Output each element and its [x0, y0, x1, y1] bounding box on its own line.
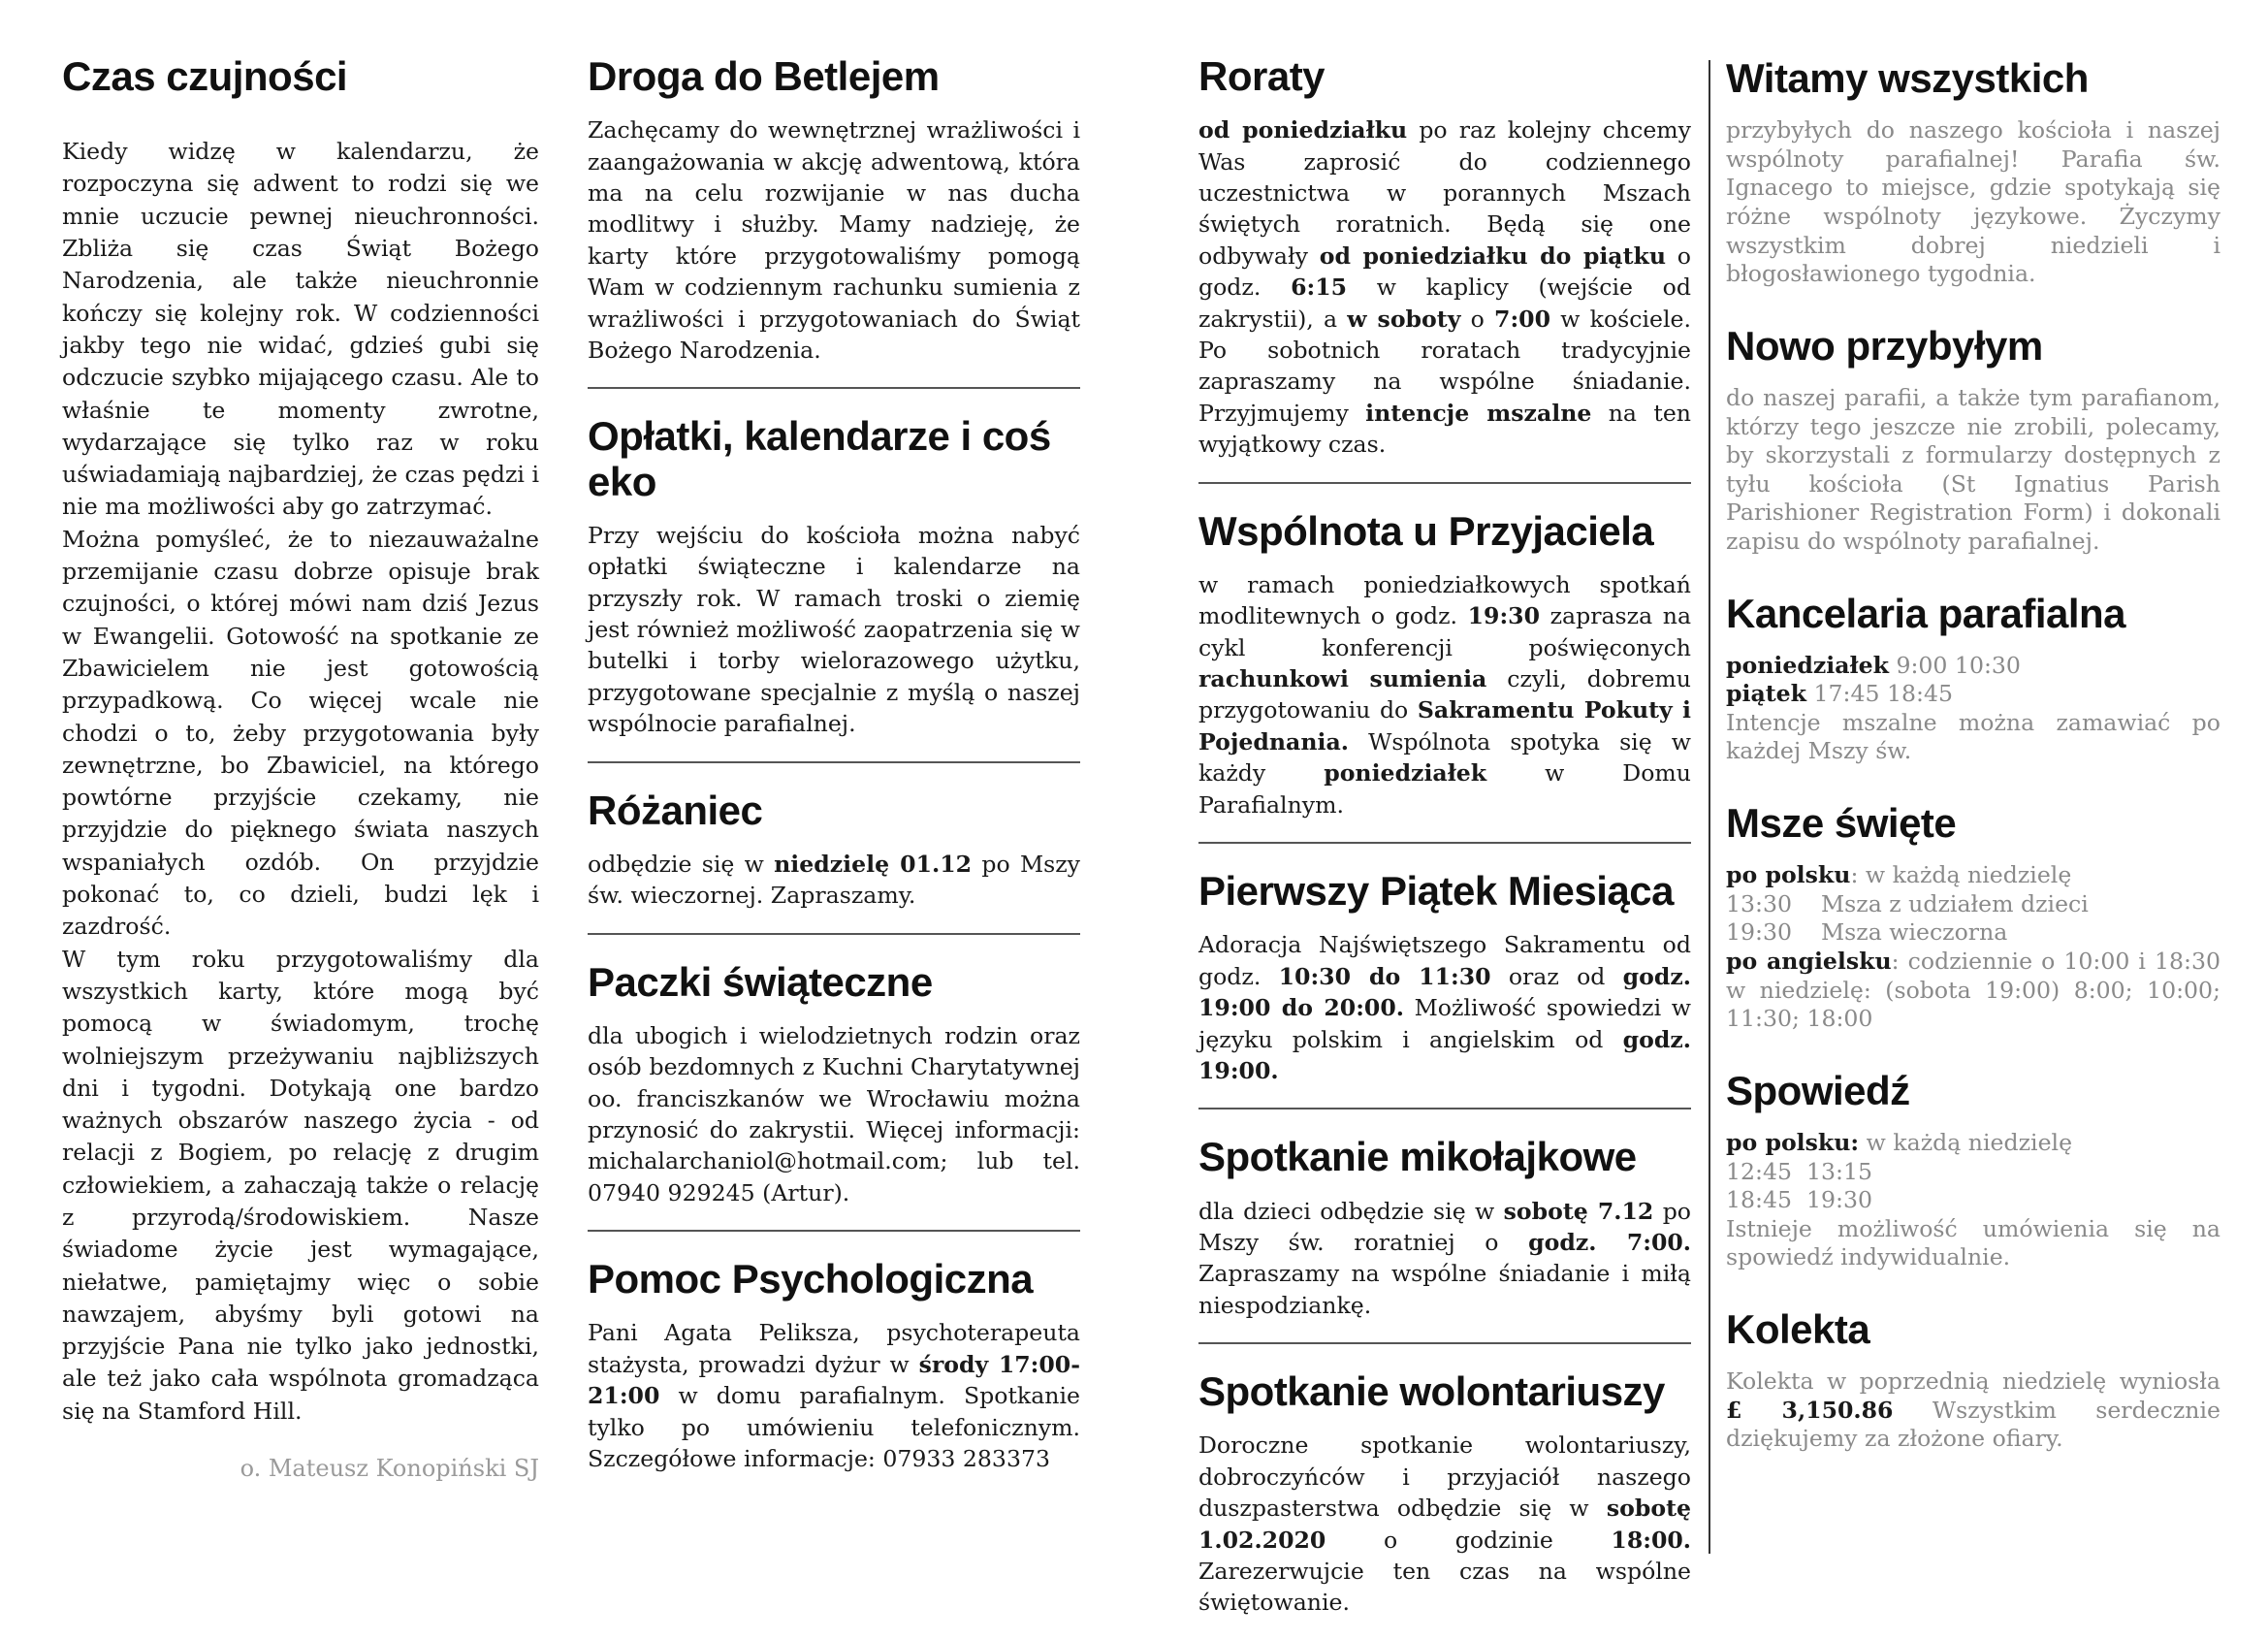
office-note: Intencje mszalne można zamawiać po każdej Mszy św. [1726, 708, 2220, 765]
section-title: Msze święte [1726, 800, 1957, 847]
section-rule [1198, 1108, 1691, 1109]
section-rule [588, 1230, 1080, 1232]
text-run: po Mszy św. wieczornej. Zapraszamy. [588, 850, 1080, 910]
text-run: Wszystkim serdecznie dziękujemy za złożone ofiary. [1726, 1396, 2221, 1453]
text-bold: rachunkowi sumienia [1198, 665, 1487, 693]
section-title: Spotkanie mikołajkowe [1198, 1134, 1637, 1180]
text-bold: 10:30 do 11:30 [1278, 962, 1491, 990]
text-run: na ten wyjątkowy czas. [1198, 399, 1691, 459]
text-run: o godz. [1198, 241, 1691, 302]
text-bold: 18:00. [1611, 1526, 1691, 1554]
text-bold: w soboty [1347, 305, 1461, 333]
text-run: w kościele. Po sobotnich roratach tradycyjnie zapraszamy na wspólne śniadanie. Przyjmujemy [1198, 305, 1691, 427]
section-rule [588, 387, 1080, 389]
section-rule [1198, 1342, 1691, 1344]
editorial-paragraph-3: W tym roku przygotowaliśmy dla wszystkich karty, które mogą być pomocą w świadomym, trochę wolniejszym przeżywaniu najbliższych dni i tygodni. Dotykają one bardzo ważnych obszarów naszego życia - od relacji z Bogiem, po relację z drugim człowiekiem, a zahaczają także o relację z przyrodą/środowiskiem. Nasze świadome życie jest wymagające, niełatwe, pamiętajmy więc o sobie nawzajem, abyśmy byli gotowi na przyjście Pana nie tylko jako jednostki, ale też jako cała wspólnota gromadząca się na Stamford Hill. [62, 945, 539, 1425]
section-text [588, 849, 1080, 912]
text-run: w ramach poniedziałkowych spotkań modlitewnych o godz. [1198, 570, 1691, 630]
text-run: po Mszy św. roratniej o [1198, 1197, 1692, 1256]
text-run: po raz kolejny chcemy Was zaprosić do codziennego uczestnictwa w porannych Mszach świętych roratnich. Będą się one odbywały [1198, 116, 1691, 270]
column-announcements-1 [588, 43, 1080, 1496]
section-text [1198, 1430, 1691, 1618]
section-title: Droga do Betlejem [588, 53, 940, 99]
confession-note: Istnieje możliwość umówienia się na spowiedź indywidualnie. [1726, 1214, 2220, 1271]
section-title: Paczki świąteczne [588, 958, 933, 1005]
section-wspolnota [1198, 509, 1691, 842]
section-title: Spotkanie wolontariuszy [1198, 1368, 1665, 1415]
language-label: po polsku: [1726, 1129, 1860, 1156]
section-title: Pierwszy Piątek Miesiąca [1198, 868, 1674, 915]
section-text [1726, 1367, 2220, 1454]
text-run: czyli, dobremu przygotowaniu do [1198, 665, 1691, 724]
text-run: Pani Agata Peliksza, psychoterapeuta stażysta, prowadzi dyżur w [588, 1319, 1080, 1378]
language-label: po angielsku [1726, 948, 1892, 976]
hours-value: 9:00 10:30 [1888, 651, 2021, 679]
text-run: Doroczne spotkanie wolontariuszy, dobroczyńców i przyjaciół naszego duszpasterstwa odbędzie się w [1198, 1431, 1691, 1523]
section-droga-do-betlejem [588, 54, 1080, 387]
text-run: w domu parafialnym. Spotkanie tylko po umówieniu telefonicznym. Szczegółowe informacje: 07933 283373 [588, 1382, 1080, 1473]
section-oplatki [588, 414, 1080, 760]
text-run: odbędzie się w [588, 850, 775, 878]
section-text [1198, 1196, 1691, 1322]
section-rozaniec [588, 788, 1080, 933]
editorial-paragraph-2: Można pomyśleć, że to niezauważalne przemijanie czasu dobrze opisuje brak czujności, o której mówi nam dziś Jezus w Ewangelii. Gotowość na spotkanie ze Zbawicielem nie jest gotowością przypadkową. Co więcej wcale nie chodzi o to, żeby przygotowania były zewnętrzne, bo Zbawiciel, na którego powtórne przyjście czekamy, nie przyjdzie do pięknego świata naszych wspaniałych ozdób. On przyjdzie pokonać to, co dzieli, budzi lęk i zazdrość. [62, 525, 539, 941]
date-highlight: niedzielę 01.12 [774, 850, 973, 878]
editorial-signature: o. Mateusz Konopiński SJ [240, 1455, 539, 1483]
text-bold: od poniedziałku do piątku [1319, 241, 1666, 270]
section-rule [1198, 842, 1691, 844]
column-editorial [62, 43, 539, 1482]
text-bold: 19:30 [1467, 602, 1541, 630]
section-title: Roraty [1198, 53, 1326, 99]
text-bold: poniedziałek [1324, 759, 1487, 788]
section-msze [1726, 801, 2220, 1055]
section-text: dla ubogich i wielodzietnych rodzin oraz osób bezdomnych z Kuchni Charytatywnej oo. franciszkanów we Wrocławiu można przynosić do zakrystii. Więcej informacji: michalarchaniol@hotmail.com; lub tel. 07940 929245 (Artur). [588, 1021, 1080, 1206]
text-run: Kolekta w poprzednią niedzielę wyniosła [1726, 1367, 2220, 1396]
section-kolekta [1726, 1307, 2220, 1475]
section-text [1198, 929, 1691, 1086]
editorial-paragraph-1: Kiedy widzę w kalendarzu, że rozpoczyna się adwent to rodzi się we mnie uczucie pewnej nieuchronności. Zbliża się czas Świąt Bożego Narodzenia, ale także nieuchronnie kończy się kolejny rok. W codzienności jakby tego nie widać, gdzieś gubi się odczucie szybko mijającego czasu. Ale to właśnie te momenty zwrotne, wydarzające się tylko raz w roku uświadamiają najbardziej, że czas pędzi i nie ma możliwości aby go zatrzymać. [62, 138, 539, 521]
text-bold: 6:15 [1291, 273, 1348, 302]
section-witamy [1726, 56, 2220, 310]
section-title: Witamy wszystkich [1726, 55, 2089, 101]
confession-time-row: 18:45 19:30 [1726, 1186, 1872, 1214]
language-label: po polsku [1726, 861, 1851, 889]
column-divider [1709, 60, 1710, 1554]
section-title-czas-czujnosci: Czas czujności [62, 53, 348, 99]
confession-polish [1726, 1129, 2220, 1158]
mass-english [1726, 948, 2220, 1034]
office-hours-friday [1726, 680, 2220, 709]
day-label: poniedziałek [1726, 651, 1889, 679]
day-label: piątek [1726, 680, 1807, 708]
text-run: w kaplicy (wejście od zakrystii), a [1198, 273, 1691, 333]
section-text [1198, 114, 1691, 460]
confession-time-row: 12:45 13:15 [1726, 1157, 1872, 1185]
text-bold: Sakramentu Pokuty i Pojednania. [1198, 696, 1691, 756]
section-roraty [1198, 54, 1691, 482]
text-run: o [1460, 305, 1495, 333]
section-title: Wspólnota u Przyjaciela [1198, 507, 1654, 554]
hours-value: 17:45 18:45 [1806, 680, 1954, 708]
section-title: Różaniec [588, 787, 763, 833]
column-parish-info [1726, 43, 2220, 1475]
text-bold: godz. 7:00. [1528, 1228, 1691, 1256]
section-rule [588, 761, 1080, 763]
mass-polish [1726, 861, 2220, 890]
text-bold: od poniedziałku [1198, 116, 1408, 145]
text-run: : codziennie o 10:00 i 18:30 w niedzielę: (sobota 19:00) 8:00; 10:00; 11:30; 18:00 [1726, 948, 2221, 1033]
section-mikolajki [1198, 1135, 1691, 1342]
section-pomoc-psychologiczna [588, 1257, 1080, 1495]
text-run: Zarezerwujcie ten czas na wspólne świętowanie. [1198, 1557, 1691, 1617]
mass-time-row: 13:30 Msza z udziałem dzieci [1726, 889, 2089, 917]
section-text: Zachęcamy do wewnętrznej wrażliwości i zaangażowania w akcję adwentową, która ma na celu rozwijanie w nas ducha modlitwy i służby. Mamy nadzieję, że karty które przygotowaliśmy pomogą Wam w codziennym rachunku sumienia z wrażliwości i przygotowaniach do Świąt Bożego Narodzenia. [588, 116, 1080, 365]
section-text: Przy wejściu do kościoła można nabyć opłatki świąteczne i kalendarze na przyszły rok. W ramach troski o ziemię jest również możliwość zaopatrzenia się w butelki i torby wielorazowego użytku, przygotowane specjalnie z myślą o naszej wspólnocie parafialnej. [588, 521, 1080, 738]
text-bold: sobotę 1.02.2020 [1198, 1495, 1691, 1554]
text-run: : w każdą niedzielę [1850, 861, 2072, 889]
section-wolontariusze [1198, 1369, 1691, 1640]
text-bold: 7:00 [1494, 305, 1551, 333]
text-run: Wspólnota spotyka się w każdy [1198, 727, 1691, 788]
section-title: Nowo przybyłym [1726, 322, 2043, 369]
text-bold: intencje mszalne [1365, 399, 1592, 427]
section-paczki [588, 960, 1080, 1231]
section-text: do naszej parafii, a także tym parafianom, którzy tego jeszcze nie zrobili, polecamy, by skorzystali z formularzy dostępnych z tyłu kościoła (St Ignatius Parish Parishioner Registration Form) i dokonali zapisu do wspólnoty parafialnej. [1726, 383, 2220, 555]
section-title: Opłatki, kalendarze i coś eko [588, 413, 1051, 504]
section-text [588, 1317, 1080, 1474]
section-title: Spowiedź [1726, 1067, 1910, 1113]
text-run: oraz od [1490, 962, 1623, 990]
text-run: Adoracja Najświętszego Sakramentu od godz. [1198, 931, 1691, 990]
time-highlight: środy 17:00-21:00 [588, 1350, 1081, 1410]
section-pierwszy-piatek [1198, 869, 1691, 1108]
section-rule [1198, 482, 1691, 484]
office-hours-monday [1726, 652, 2220, 681]
text-run: w Domu Parafialnym. [1198, 759, 1691, 819]
section-title: Kancelaria parafialna [1726, 590, 2126, 636]
section-spowiedz [1726, 1069, 2220, 1294]
section-rule [588, 933, 1080, 935]
section-title: Pomoc Psychologiczna [588, 1256, 1034, 1302]
text-run: o godzinie [1326, 1526, 1612, 1554]
section-title: Kolekta [1726, 1305, 1870, 1352]
section-text [1198, 569, 1691, 820]
text-run: dla dzieci odbędzie się w [1198, 1197, 1504, 1225]
text-run: zaprasza na cykl konferencji poświęconych [1198, 602, 1692, 661]
text-bold: sobotę 7.12 [1503, 1197, 1654, 1225]
text-bold: godz. 19:00. [1198, 1025, 1691, 1084]
column-announcements-2 [1198, 43, 1691, 1640]
section-kancelaria [1726, 592, 2220, 788]
section-nowo-przybylym [1726, 324, 2220, 578]
text-run: Zapraszamy na wspólne śniadanie i miłą niespodziankę. [1198, 1260, 1691, 1319]
collection-amount: £ 3,150.86 [1726, 1396, 1894, 1424]
section-text: przybyłych do naszego kościoła i naszej wspólnoty parafialnej! Parafia św. Ignacego to miejsce, gdzie spotykają się różne wspólnoty językowe. Życzymy wszystkim dobrej niedzieli i błogosławionego tygodnia. [1726, 116, 2220, 288]
mass-time-row: 19:30 Msza wieczorna [1726, 918, 2008, 947]
text-bold: godz. 19:00 do 20:00. [1198, 962, 1691, 1022]
text-run: Możliwość spowiedzi w języku polskim i angielskim od [1198, 994, 1691, 1053]
text-run: w każdą niedzielę [1859, 1129, 2073, 1156]
